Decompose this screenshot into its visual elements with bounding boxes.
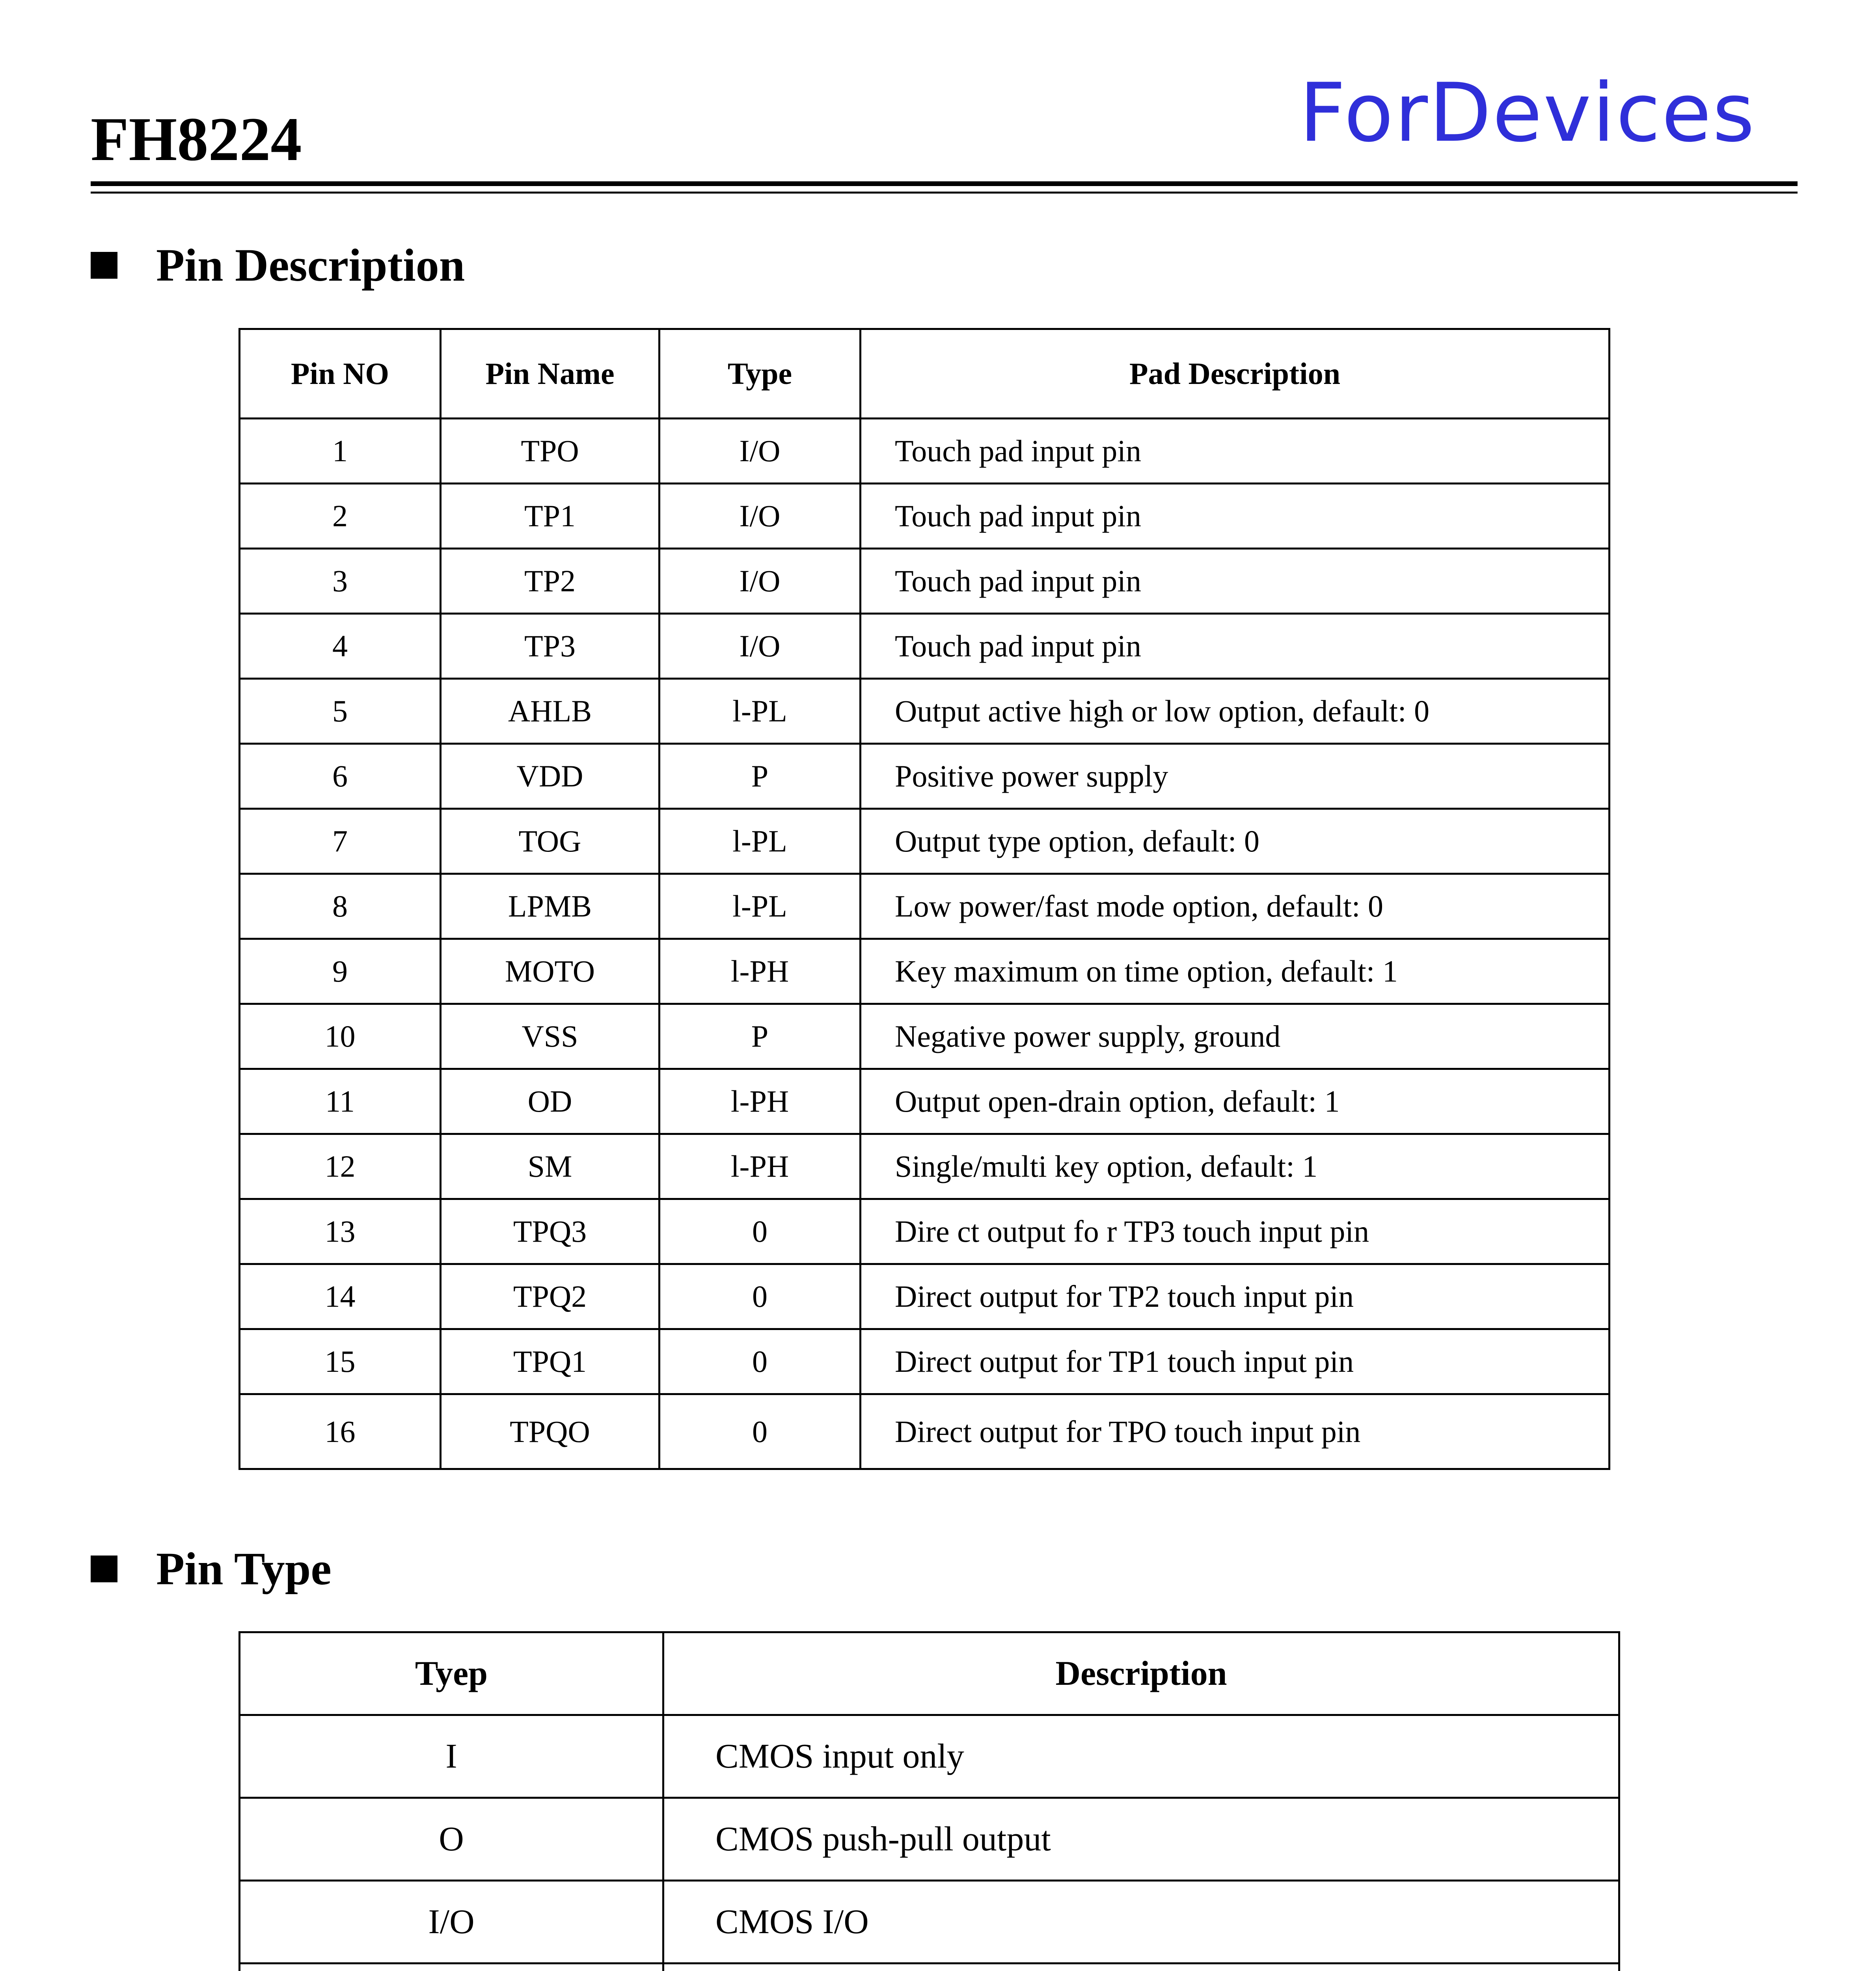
section-title: Pin Type: [156, 1543, 332, 1595]
pin-number-cell: 7: [240, 809, 441, 874]
table-row: [240, 1964, 1619, 1971]
pad-description-cell: Positive power supply: [861, 744, 1610, 809]
pin-name-cell: TPQO: [441, 1394, 659, 1469]
pin-description-section-heading: [91, 238, 465, 292]
pin-type-cell: I/O: [659, 484, 861, 549]
column-header: Description: [663, 1632, 1619, 1715]
square-bullet-icon: [91, 252, 117, 279]
type-description-cell: CMOS push-pull output: [663, 1798, 1619, 1881]
pin-name-cell: VDD: [441, 744, 659, 809]
pin-type-cell: I/O: [659, 419, 861, 484]
pad-description-cell: Touch pad input pin: [861, 419, 1610, 484]
pin-type-table: [238, 1631, 1620, 1971]
pin-name-cell: TPQ1: [441, 1329, 659, 1394]
pin-number-cell: 3: [240, 549, 441, 614]
pin-number-cell: 9: [240, 939, 441, 1004]
table-header-row: [240, 329, 1610, 419]
brand-logo: ForDevices: [1299, 66, 1756, 160]
pin-type-cell: 0: [659, 1199, 861, 1264]
pin-type-cell: I/O: [659, 614, 861, 679]
pad-description-cell: Output type option, default: 0: [861, 809, 1610, 874]
table-row: [240, 809, 1610, 874]
column-header: Pin NO: [240, 329, 441, 419]
table-row: [240, 1004, 1610, 1069]
square-bullet-icon: [91, 1556, 117, 1582]
pin-name-cell: TPQ3: [441, 1199, 659, 1264]
pin-type-cell: l-PH: [659, 1134, 861, 1199]
table-row: [240, 1264, 1610, 1329]
pad-description-cell: Touch pad input pin: [861, 549, 1610, 614]
table-row: [240, 1199, 1610, 1264]
pin-number-cell: 6: [240, 744, 441, 809]
table-row: [240, 1881, 1619, 1964]
table-row: [240, 679, 1610, 744]
pin-name-cell: VSS: [441, 1004, 659, 1069]
header-divider: [91, 181, 1798, 186]
table-row: [240, 484, 1610, 549]
pin-type-cell: 0: [659, 1329, 861, 1394]
table-row: [240, 614, 1610, 679]
pad-description-cell: Direct output for TPO touch input pin: [861, 1394, 1610, 1469]
pin-number-cell: 12: [240, 1134, 441, 1199]
pin-number-cell: 5: [240, 679, 441, 744]
pin-type-cell: P: [659, 1004, 861, 1069]
pad-description-cell: Low power/fast mode option, default: 0: [861, 874, 1610, 939]
pin-name-cell: TP1: [441, 484, 659, 549]
type-description-cell: [663, 1964, 1619, 1971]
pin-number-cell: 14: [240, 1264, 441, 1329]
pad-description-cell: Direct output for TP2 touch input pin: [861, 1264, 1610, 1329]
table-row: [240, 874, 1610, 939]
table-row: [240, 744, 1610, 809]
type-code-cell: I/O: [240, 1881, 663, 1964]
table-row: [240, 1069, 1610, 1134]
pin-name-cell: SM: [441, 1134, 659, 1199]
pad-description-cell: Negative power supply, ground: [861, 1004, 1610, 1069]
pin-number-cell: 4: [240, 614, 441, 679]
type-code-cell: O: [240, 1798, 663, 1881]
table-row: [240, 1134, 1610, 1199]
pin-type-cell: l-PL: [659, 679, 861, 744]
pin-name-cell: OD: [441, 1069, 659, 1134]
pin-name-cell: TP3: [441, 614, 659, 679]
table-row: [240, 419, 1610, 484]
pin-name-cell: LPMB: [441, 874, 659, 939]
document-title: FH8224: [91, 105, 302, 174]
pin-name-cell: MOTO: [441, 939, 659, 1004]
column-header: Tyep: [240, 1632, 663, 1715]
pin-number-cell: 15: [240, 1329, 441, 1394]
table-header-row: [240, 1632, 1619, 1715]
pin-type-section-heading: [91, 1542, 332, 1596]
pin-number-cell: 2: [240, 484, 441, 549]
table-row: [240, 1798, 1619, 1881]
table-row: [240, 549, 1610, 614]
pad-description-cell: Direct output for TP1 touch input pin: [861, 1329, 1610, 1394]
pin-number-cell: 13: [240, 1199, 441, 1264]
pad-description-cell: Single/multi key option, default: 1: [861, 1134, 1610, 1199]
table-row: [240, 939, 1610, 1004]
type-description-cell: CMOS input only: [663, 1715, 1619, 1798]
type-code-cell: [240, 1964, 663, 1971]
pin-name-cell: TOG: [441, 809, 659, 874]
pin-name-cell: TP2: [441, 549, 659, 614]
pin-number-cell: 10: [240, 1004, 441, 1069]
pad-description-cell: Touch pad input pin: [861, 614, 1610, 679]
pin-name-cell: TPO: [441, 419, 659, 484]
pin-type-cell: 0: [659, 1394, 861, 1469]
pin-type-cell: P: [659, 744, 861, 809]
pin-number-cell: 8: [240, 874, 441, 939]
type-code-cell: I: [240, 1715, 663, 1798]
pad-description-cell: Output active high or low option, default: 0: [861, 679, 1610, 744]
pin-name-cell: TPQ2: [441, 1264, 659, 1329]
column-header: Type: [659, 329, 861, 419]
column-header: Pad Description: [861, 329, 1610, 419]
pin-name-cell: AHLB: [441, 679, 659, 744]
pin-type-cell: 0: [659, 1264, 861, 1329]
pin-type-cell: I/O: [659, 549, 861, 614]
pin-number-cell: 1: [240, 419, 441, 484]
pin-type-cell: l-PL: [659, 809, 861, 874]
pin-type-cell: l-PH: [659, 939, 861, 1004]
pad-description-cell: Touch pad input pin: [861, 484, 1610, 549]
pad-description-cell: Key maximum on time option, default: 1: [861, 939, 1610, 1004]
pin-type-cell: l-PH: [659, 1069, 861, 1134]
header-divider-thin: [91, 192, 1798, 194]
table-row: [240, 1715, 1619, 1798]
type-description-cell: CMOS I/O: [663, 1881, 1619, 1964]
pad-description-cell: Output open-drain option, default: 1: [861, 1069, 1610, 1134]
pin-number-cell: 16: [240, 1394, 441, 1469]
pin-number-cell: 11: [240, 1069, 441, 1134]
table-row: [240, 1329, 1610, 1394]
pad-description-cell: Dire ct output fo r TP3 touch input pin: [861, 1199, 1610, 1264]
section-title: Pin Description: [156, 239, 465, 291]
pin-type-cell: l-PL: [659, 874, 861, 939]
table-row: [240, 1394, 1610, 1469]
column-header: Pin Name: [441, 329, 659, 419]
pin-description-table: [238, 328, 1610, 1470]
